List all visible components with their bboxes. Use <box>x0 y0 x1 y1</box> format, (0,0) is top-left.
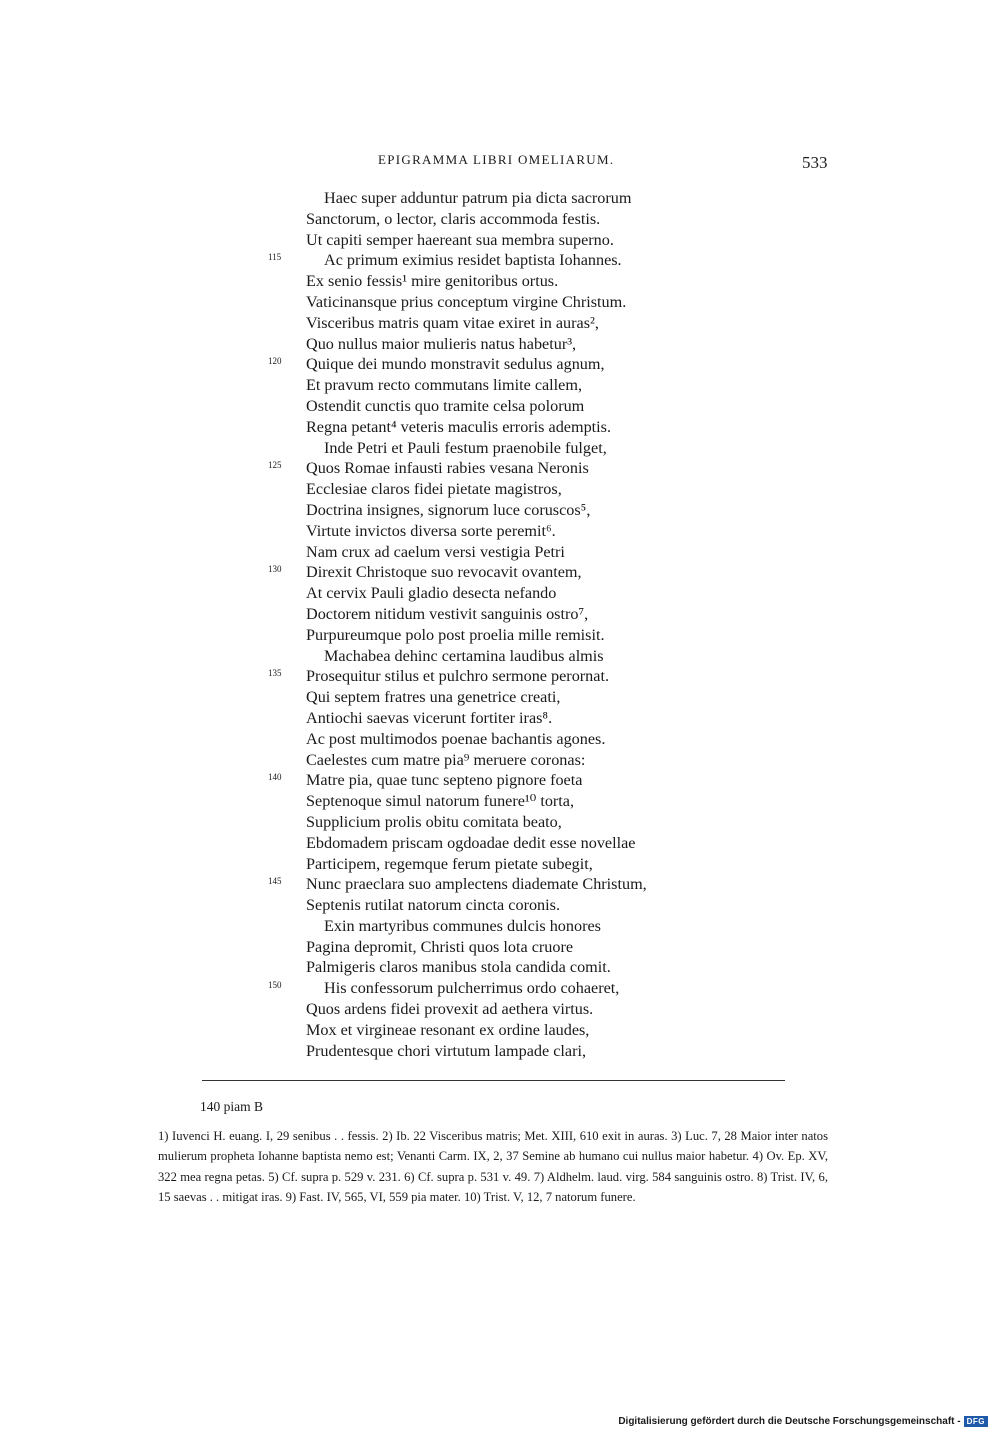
verse-line <box>0 188 1000 209</box>
verse-text: Quo nullus maior mulieris natus habetur³, <box>306 334 577 353</box>
verse-line <box>0 458 1000 479</box>
verse-line <box>0 1041 1000 1062</box>
verse-text: At cervix Pauli gladio desecta nefando <box>306 584 557 603</box>
verse-line <box>0 937 1000 958</box>
verse-line <box>0 583 1000 604</box>
verse-line <box>0 334 1000 355</box>
verse-text: Septenoque simul natorum funere¹⁰ torta, <box>306 792 575 811</box>
verse-text: Machabea dehinc certamina laudibus almis <box>324 646 604 665</box>
dfg-credit <box>618 1416 988 1427</box>
verse-line <box>0 687 1000 708</box>
dfg-logo: DFG <box>964 1416 988 1427</box>
verse-text: Ecclesiae claros fidei pietate magistros, <box>306 480 562 499</box>
verse-line <box>0 230 1000 251</box>
verse-text: Pagina depromit, Christi quos lota cruore <box>306 937 574 956</box>
verse-text: Antiochi saevas vicerunt fortiter iras⁸. <box>306 708 553 727</box>
verse-text: Quique dei mundo monstravit sedulus agnum, <box>306 355 605 374</box>
verse-line <box>0 999 1000 1020</box>
apparatus-note: 140 piam B <box>200 1099 263 1114</box>
verse-number: 125 <box>268 460 282 471</box>
verse-number: 115 <box>268 252 282 263</box>
verse-line <box>0 209 1000 230</box>
verse-text: Sanctorum, o lector, claris accommoda festis. <box>306 209 601 228</box>
verse-line <box>0 625 1000 646</box>
verse-line <box>0 354 1000 375</box>
verse-number: 120 <box>268 356 282 367</box>
verse-text: Inde Petri et Pauli festum praenobile fulget, <box>324 438 607 457</box>
verse-text: Quos Romae infausti rabies vesana Neronis <box>306 459 589 478</box>
verse-line <box>0 417 1000 438</box>
verse-text: Quos ardens fidei provexit ad aethera virtus. <box>306 1000 594 1019</box>
verse-line <box>0 833 1000 854</box>
verse-text: Doctorem nitidum vestivit sanguinis ostro⁷, <box>306 604 589 623</box>
verse-line <box>0 604 1000 625</box>
verse-number: 135 <box>268 668 282 679</box>
verse-line <box>0 479 1000 500</box>
verse-line <box>0 666 1000 687</box>
verse-line <box>0 874 1000 895</box>
verse-text: Mox et virgineae resonant ex ordine laudes, <box>306 1020 590 1039</box>
verse-text: Supplicium prolis obitu comitata beato, <box>306 812 562 831</box>
verse-line <box>0 396 1000 417</box>
verse-text: Regna petant⁴ veteris maculis erroris ademptis. <box>306 417 612 436</box>
verse-line <box>0 542 1000 563</box>
verse-text: Visceribus matris quam vitae exiret in auras², <box>306 313 599 332</box>
credit-text: Digitalisierung gefördert durch die Deutsche Forschungsgemeinschaft - <box>618 1416 961 1427</box>
verse-text: Palmigeris claros manibus stola candida comit. <box>306 958 611 977</box>
verse-line <box>0 916 1000 937</box>
verse-line <box>0 729 1000 750</box>
verse-line <box>0 313 1000 334</box>
verse-text: Matre pia, quae tunc septeno pignore foeta <box>306 771 583 790</box>
verse-text: Haec super adduntur patrum pia dicta sacrorum <box>324 189 632 207</box>
verse-line <box>0 271 1000 292</box>
verse-text: Purpureumque polo post proelia mille remisit. <box>306 625 605 644</box>
verse-text: Prudentesque chori virtutum lampade clari, <box>306 1041 587 1060</box>
verse-line <box>0 250 1000 271</box>
verse-text: Vaticinansque prius conceptum virgine Christum. <box>306 292 627 311</box>
verse-number: 150 <box>268 980 282 991</box>
verse-line <box>0 895 1000 916</box>
verse-text: Prosequitur stilus et pulchro sermone perornat. <box>306 667 610 686</box>
verse-line <box>0 770 1000 791</box>
verse-number: 140 <box>268 772 282 783</box>
verse-line <box>0 812 1000 833</box>
footnote-divider <box>202 1080 785 1081</box>
verse-text: Nunc praeclara suo amplectens diademate Christum, <box>306 875 647 894</box>
footnotes: 1) Iuvenci H. euang. I, 29 senibus . . fessis. 2) Ib. 22 Visceribus matris; Met. XIII, 610 exit in auras. 3) Luc. 7, 28 Maior inter natos mulierum propheta Iohanne baptista nemo est; Venanti Carm. IX, 2, 37 Semine ab humano cui nullus maior habetur. 4) Ov. Ep. XV, 322 mea regna petas. 5) Cf. supra p. 529 v. 231. 6) Cf. supra p. 531 v. 49. 7) Aldhelm. laud. virg. 584 sanguinis ostro. 8) Trist. IV, 6, 15 saevas . . mitigat iras. 9) Fast. IV, 565, VI, 559 pia mater. 10) Trist. V, 12, 7 natorum funere. <box>158 1129 828 1205</box>
verse-text: Ac primum eximius residet baptista Iohannes. <box>324 251 622 270</box>
verse-text: Ebdomadem priscam ogdoadae dedit esse novellae <box>306 833 636 852</box>
verse-line <box>0 750 1000 771</box>
poem-body <box>0 188 1000 1061</box>
verse-line <box>0 708 1000 729</box>
verse-text: Nam crux ad caelum versi vestigia Petri <box>306 542 565 561</box>
verse-line <box>0 646 1000 667</box>
verse-text: Et pravum recto commutans limite callem, <box>306 376 583 395</box>
verse-text: Direxit Christoque suo revocavit ovantem, <box>306 563 582 582</box>
verse-text: Qui septem fratres una genetrice creati, <box>306 688 561 707</box>
verse-line <box>0 978 1000 999</box>
verse-text: Ex senio fessis¹ mire genitoribus ortus. <box>306 272 559 291</box>
header-title: EPIGRAMMA LIBRI OMELIARUM. <box>378 152 615 167</box>
verse-text: Ostendit cunctis quo tramite celsa polorum <box>306 396 585 415</box>
verse-text: Ut capiti semper haereant sua membra superno. <box>306 230 614 249</box>
verse-line <box>0 438 1000 459</box>
verse-line <box>0 500 1000 521</box>
verse-line <box>0 375 1000 396</box>
verse-text: Caelestes cum matre pia⁹ meruere coronas: <box>306 750 586 769</box>
page-number: 533 <box>802 153 828 172</box>
verse-text: His confessorum pulcherrimus ordo cohaeret, <box>324 979 620 998</box>
verse-line <box>0 1020 1000 1041</box>
verse-text: Ac post multimodos poenae bachantis agones. <box>306 729 606 748</box>
verse-line <box>0 957 1000 978</box>
verse-number: 145 <box>268 876 282 887</box>
verse-line <box>0 854 1000 875</box>
verse-text: Participem, regemque ferum pietate subegit, <box>306 854 593 873</box>
verse-text: Septenis rutilat natorum cincta coronis. <box>306 896 560 915</box>
verse-line <box>0 521 1000 542</box>
verse-number: 130 <box>268 564 282 575</box>
verse-line <box>0 292 1000 313</box>
verse-line <box>0 562 1000 583</box>
verse-text: Virtute invictos diversa sorte peremit⁶. <box>306 521 556 540</box>
verse-text: Exin martyribus communes dulcis honores <box>324 916 601 935</box>
verse-text: Doctrina insignes, signorum luce coruscos⁵, <box>306 500 591 519</box>
verse-line <box>0 791 1000 812</box>
